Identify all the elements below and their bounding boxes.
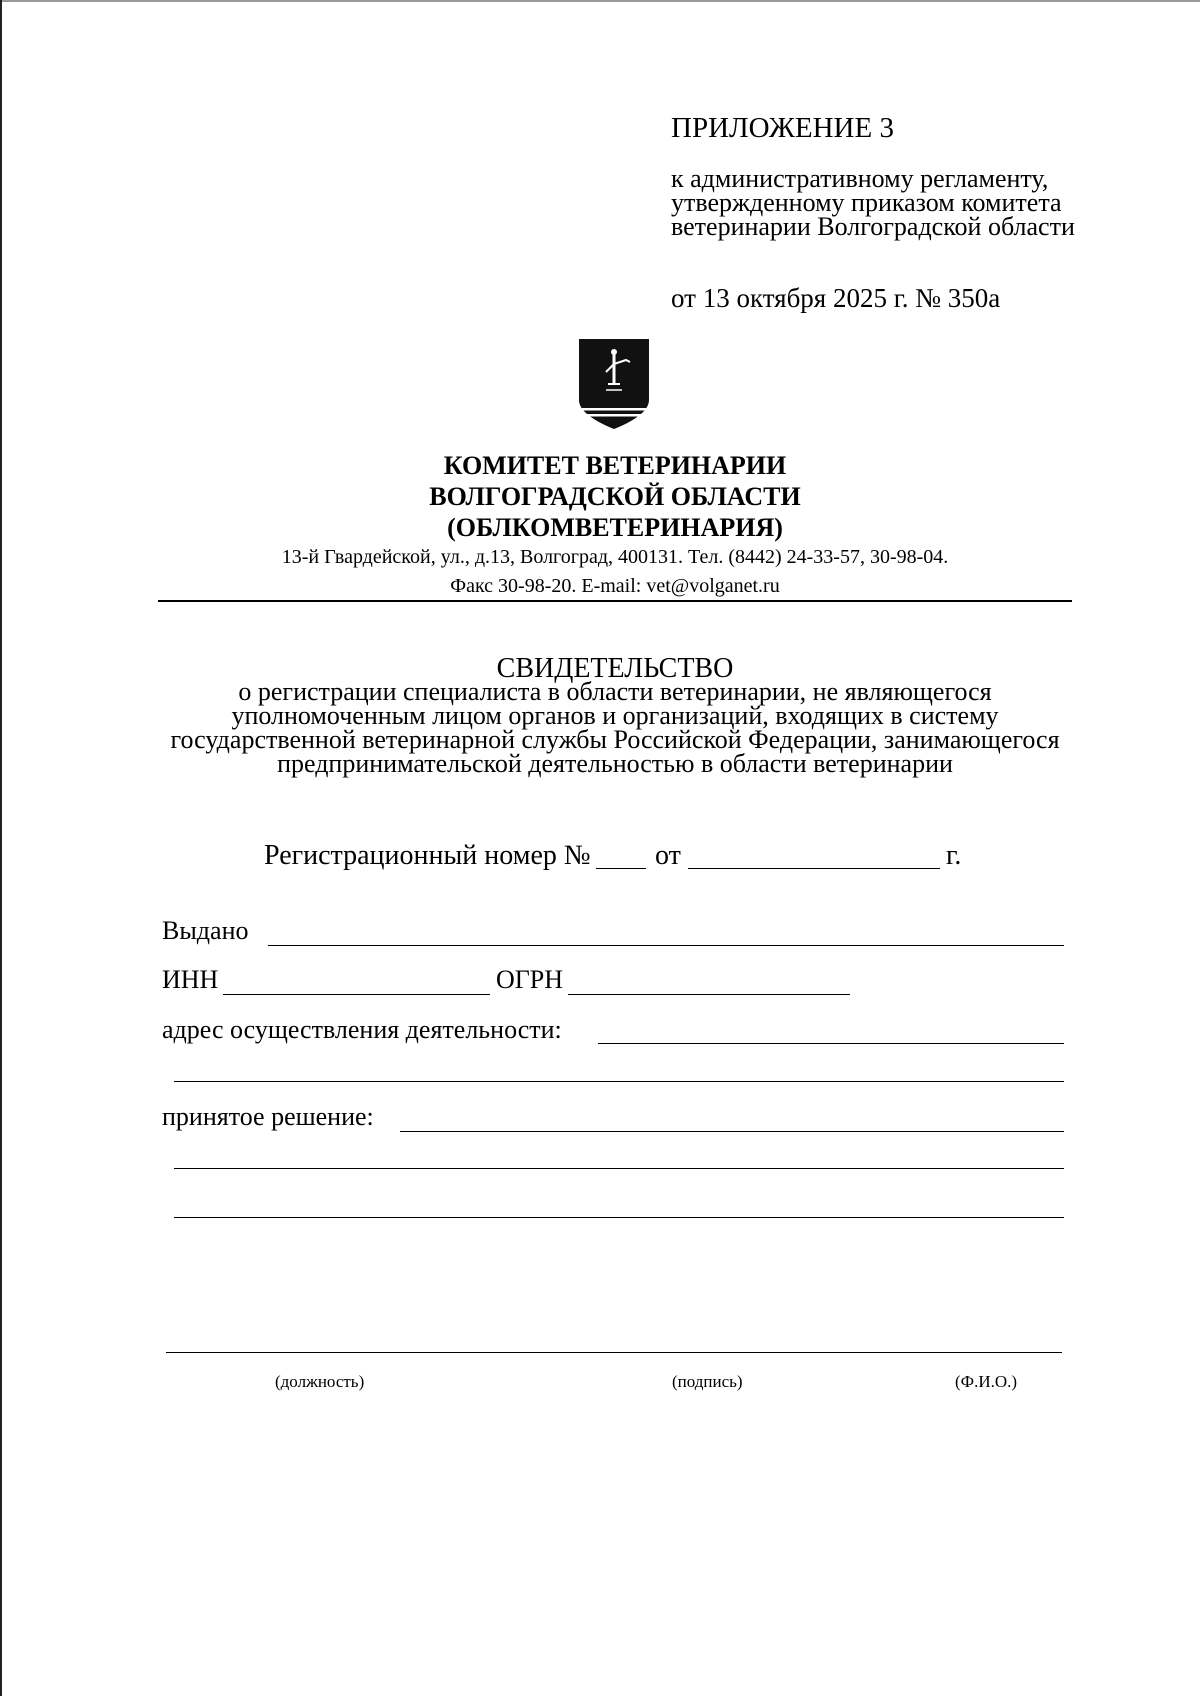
position-caption: (должность): [275, 1372, 365, 1391]
activity-address-field[interactable]: [598, 1043, 1064, 1044]
decision-label: принятое решение:: [162, 1102, 374, 1131]
annex-title: ПРИЛОЖЕНИЕ 3: [671, 112, 894, 144]
header-divider: [158, 600, 1072, 602]
inn-field[interactable]: [223, 994, 490, 995]
page-top-edge: [0, 0, 1200, 2]
decision-field[interactable]: [400, 1131, 1064, 1132]
ogrn-label: ОГРН: [496, 965, 564, 994]
activity-address-field-continued[interactable]: [174, 1081, 1064, 1082]
inn-label: ИНН: [162, 965, 219, 994]
annex-text: к административному регламенту, утвержденному приказом комитета ветеринарии Волгоградской области: [671, 164, 1075, 241]
certificate-subtitle: о регистрации специалиста в области ветеринарии, не являющегося уполномоченным лицом органов и организаций, входящих в систему государственной ветеринарной службы Российской Федерации, занимающегося предпринимательской деятельностью в области ветеринарии: [170, 677, 1060, 778]
organization-name-line3: (ОБЛКОМВЕТЕРИНАРИЯ): [447, 513, 783, 542]
issued-label: Выдано: [162, 916, 249, 945]
reg-year-suffix: г.: [946, 840, 962, 871]
issued-field[interactable]: [268, 945, 1064, 946]
page-left-edge: [0, 0, 2, 1696]
reg-number-field[interactable]: [596, 868, 646, 869]
decision-field-line3[interactable]: [174, 1217, 1064, 1218]
ogrn-field[interactable]: [568, 994, 850, 995]
full-name-caption: (Ф.И.О.): [955, 1372, 1018, 1391]
reg-number-label: Регистрационный номер №: [264, 840, 591, 871]
decision-field-line2[interactable]: [174, 1168, 1064, 1169]
reg-from-label: от: [655, 840, 681, 871]
organization-name-line2: ВОЛГОГРАДСКОЙ ОБЛАСТИ: [429, 482, 801, 511]
activity-address-label: адрес осуществления деятельности:: [162, 1015, 562, 1044]
certificate-title: СВИДЕТЕЛЬСТВО: [496, 653, 734, 684]
annex-date: от 13 октября 2025 г. № 350а: [671, 283, 1001, 313]
organization-address: 13-й Гвардейской, ул., д.13, Волгоград, 400131. Тел. (8442) 24-33-57, 30-98-04.: [281, 546, 949, 568]
organization-name-line1: КОМИТЕТ ВЕТЕРИНАРИИ: [443, 451, 787, 480]
organization-fax-email: Факс 30-98-20. E-mail: vet@volganet.ru: [450, 575, 780, 597]
signature-caption: (подпись): [672, 1372, 743, 1391]
coat-of-arms-icon: [578, 338, 650, 434]
reg-date-field[interactable]: [688, 868, 940, 869]
signature-line[interactable]: [166, 1352, 1062, 1353]
